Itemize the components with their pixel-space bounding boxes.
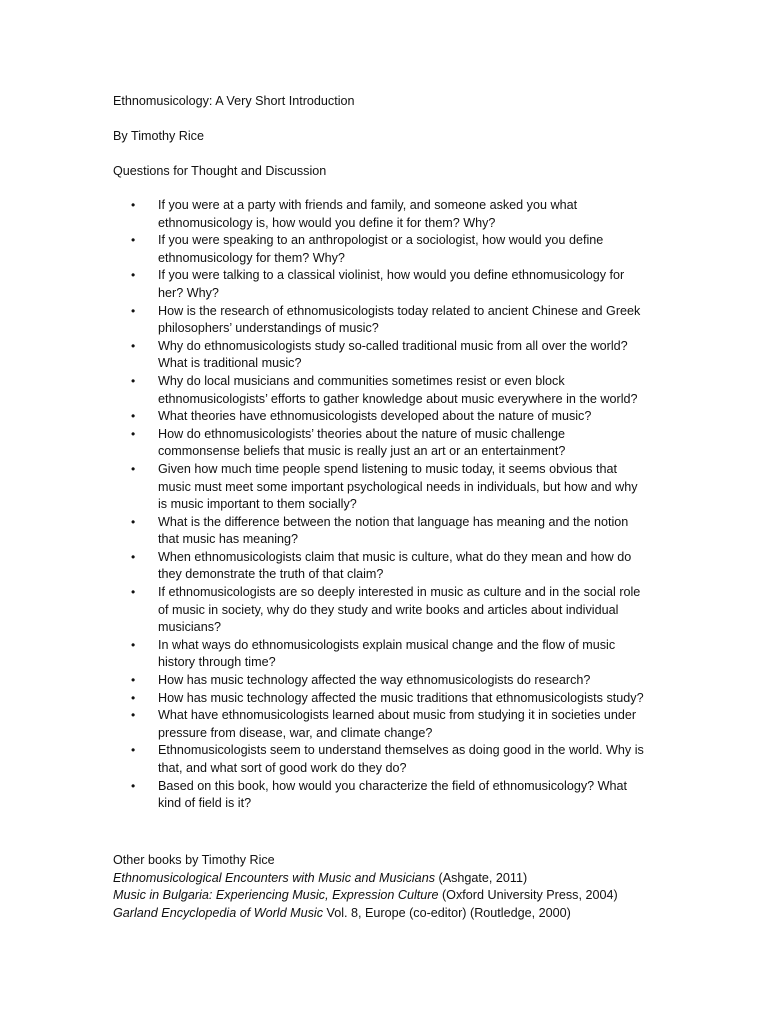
question-line: music must meet some important psychological needs in individuals, but how and why — [158, 479, 638, 494]
bullet-icon: • — [131, 409, 136, 424]
question-line: How has music technology affected the music traditions that ethnomusicologists study? — [158, 690, 644, 705]
question-line: Why do local musicians and communities sometimes resist or even block — [158, 373, 565, 388]
questions-list — [0, 197, 768, 813]
question-line: ethnomusicology for them? Why? — [158, 250, 345, 265]
question-line: that, and what sort of good work do they do? — [158, 761, 407, 775]
question-line: is music important to them socially? — [158, 497, 357, 512]
question-line: they demonstrate the truth of that claim? — [158, 567, 384, 582]
question-item — [0, 408, 768, 426]
author-line: By Timothy Rice — [113, 129, 204, 143]
bullet-icon: • — [131, 233, 136, 248]
book-title: Garland Encyclopedia of World Music — [113, 905, 323, 920]
question-item — [0, 584, 768, 637]
bullet-icon: • — [131, 690, 136, 705]
book-entry — [113, 870, 618, 888]
question-item — [0, 373, 768, 408]
question-line: Ethnomusicologists seem to understand themselves as doing good in the world. Why is — [158, 743, 644, 758]
question-line: How has music technology affected the way ethnomusicologists do research? — [158, 673, 591, 688]
question-item — [0, 707, 768, 742]
other-books-section — [113, 852, 618, 922]
question-line: Given how much time people spend listening to music today, it seems obvious that — [158, 461, 617, 476]
question-item — [0, 637, 768, 672]
question-item — [0, 426, 768, 461]
question-item — [0, 303, 768, 338]
question-line: If ethnomusicologists are so deeply interested in music as culture and in the social role — [158, 585, 641, 600]
question-line: If you were speaking to an anthropologist or a sociologist, how would you define — [158, 233, 604, 248]
question-line: What is traditional music? — [158, 356, 302, 371]
question-item — [0, 690, 768, 708]
question-line: If you were talking to a classical violinist, how would you define ethnomusicology for — [158, 268, 625, 283]
question-line: Based on this book, how would you characterize the field of ethnomusicology? What — [158, 778, 628, 793]
question-item — [0, 778, 768, 813]
question-line: philosophers’ understandings of music? — [158, 321, 379, 336]
bullet-icon: • — [131, 743, 136, 758]
bullet-icon: • — [131, 549, 136, 564]
question-item — [0, 232, 768, 267]
bullet-icon: • — [131, 673, 136, 688]
question-item — [0, 672, 768, 690]
bullet-icon: • — [131, 461, 136, 476]
question-line: musicians? — [158, 620, 221, 635]
bullet-icon: • — [131, 338, 136, 353]
bullet-icon: • — [131, 198, 136, 212]
book-entry — [113, 887, 618, 905]
bullet-icon: • — [131, 303, 136, 318]
question-line: commonsense beliefs that music is really just an art or an entertainment? — [158, 444, 566, 459]
question-line: kind of field is it? — [158, 796, 252, 811]
question-item — [0, 267, 768, 302]
question-line: How is the research of ethnomusicologists today related to ancient Chinese and Greek — [158, 303, 641, 318]
bullet-icon: • — [131, 585, 136, 600]
question-line: pressure from disease, war, and climate change? — [158, 725, 433, 740]
question-line: If you were at a party with friends and family, and someone asked you what — [158, 198, 578, 212]
bullet-icon: • — [131, 708, 136, 723]
book-title: Music in Bulgaria: Experiencing Music, Expression Culture — [113, 888, 439, 903]
bullet-icon: • — [131, 637, 136, 652]
section-heading: Questions for Thought and Discussion — [113, 164, 327, 178]
question-line: ethnomusicologists’ efforts to gather knowledge about music everywhere in the world? — [158, 391, 638, 406]
question-line: history through time? — [158, 655, 276, 670]
book-details: Vol. 8, Europe (co-editor) (Routledge, 2000) — [323, 905, 571, 920]
question-line: What is the difference between the notion that language has meaning and the notion — [158, 514, 629, 529]
bullet-icon: • — [131, 373, 136, 388]
question-line: ethnomusicology is, how would you define it for them? Why? — [158, 215, 496, 230]
question-line: How do ethnomusicologists’ theories about the nature of music challenge — [158, 426, 565, 441]
document-title: Ethnomusicology: A Very Short Introduction — [113, 94, 355, 108]
question-line: that music has meaning? — [158, 532, 299, 547]
question-line: What theories have ethnomusicologists developed about the nature of music? — [158, 409, 592, 424]
question-item — [0, 338, 768, 373]
book-details: (Ashgate, 2011) — [435, 870, 528, 885]
question-line: Why do ethnomusicologists study so-called traditional music from all over the world? — [158, 338, 628, 353]
bullet-icon: • — [131, 778, 136, 793]
question-line: When ethnomusicologists claim that music is culture, what do they mean and how do — [158, 549, 632, 564]
question-line: her? Why? — [158, 285, 219, 300]
other-books-heading: Other books by Timothy Rice — [113, 853, 275, 867]
question-item — [0, 514, 768, 549]
bullet-icon: • — [131, 268, 136, 283]
question-line: In what ways do ethnomusicologists explain musical change and the flow of music — [158, 637, 616, 652]
bullet-icon: • — [131, 426, 136, 441]
question-line: of music in society, why do they study and write books and articles about individual — [158, 602, 619, 617]
question-item — [0, 742, 768, 777]
bullet-icon: • — [131, 514, 136, 529]
question-line: What have ethnomusicologists learned about music from studying it in societies under — [158, 708, 637, 723]
question-item — [0, 197, 768, 232]
question-item — [0, 549, 768, 584]
book-entry — [113, 905, 618, 923]
question-item — [0, 461, 768, 514]
book-details: (Oxford University Press, 2004) — [438, 888, 618, 903]
book-title: Ethnomusicological Encounters with Music and Musicians — [113, 870, 435, 885]
